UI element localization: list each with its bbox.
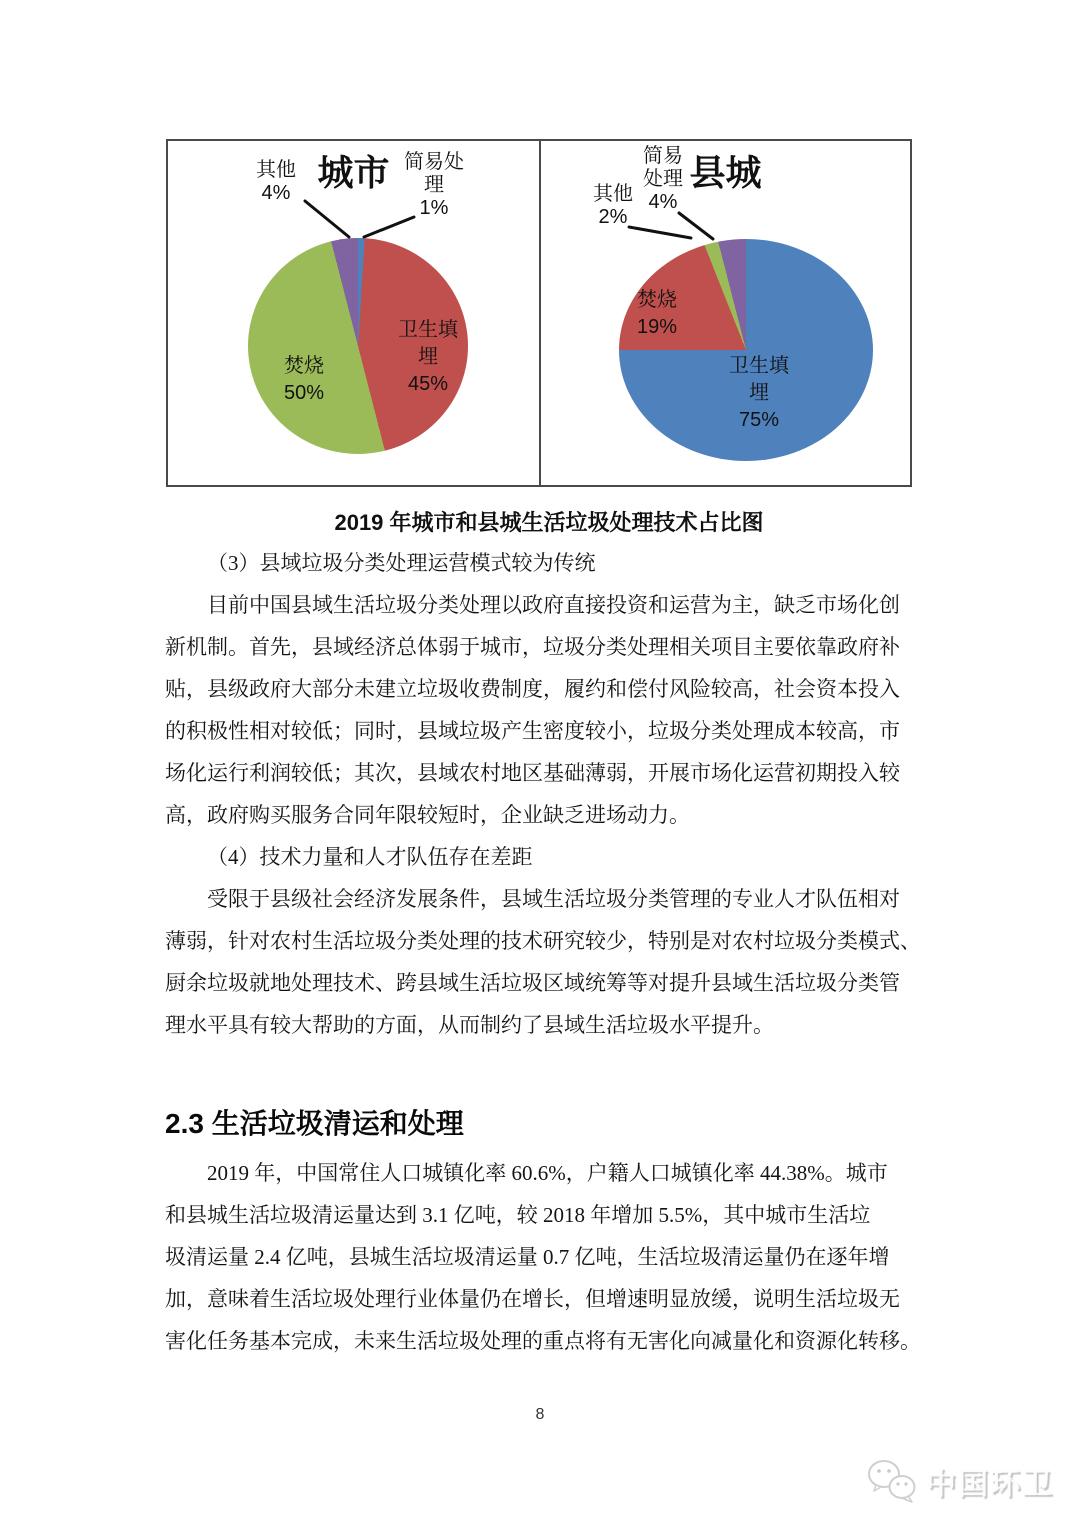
callout-line: 其他 <box>256 159 296 181</box>
callout-line: 简易 <box>643 145 683 167</box>
body-line: 2.3 生活垃圾清运和处理 <box>165 1108 464 1139</box>
watermark-label: 中国环卫 <box>926 1468 1054 1501</box>
body-line: 贴，县级政府大部分未建立垃圾收费制度，履约和偿付风险较高，社会资本投入 <box>165 677 900 701</box>
callout-qita <box>244 159 308 205</box>
callout-line: 1% <box>419 197 449 219</box>
label-line: 埋 <box>418 346 438 368</box>
body-line: 的积极性相对较低；同时，县域垃圾产生密度较小，垃圾分类处理成本较高，市 <box>165 719 900 743</box>
body-line: 薄弱，针对农村生活垃圾分类处理的技术研究较少，特别是对农村垃圾分类模式、 <box>165 929 921 953</box>
body-line: 厨余垃圾就地处理技术、跨县域生活垃圾区域统筹等对提升县域生活垃圾分类管 <box>165 971 900 995</box>
callout-jianyi <box>392 151 476 220</box>
body-line: 2019 年，中国常住人口城镇化率 60.6%，户籍人口城镇化率 44.38%。城市 <box>207 1161 888 1185</box>
body-text <box>165 542 933 1362</box>
callout-line: 简易处 <box>404 151 464 173</box>
callout-line: 其他 <box>593 183 633 205</box>
label-weisheng-tianmai <box>714 353 804 434</box>
callout-line: 4% <box>261 182 291 204</box>
pie-title-county: 县城 <box>689 152 762 193</box>
figure-caption: 2019 年城市和县城生活垃圾处理技术占比图 <box>334 510 764 535</box>
callout-qita <box>583 183 643 229</box>
body-line: 受限于县级社会经济发展条件，县域生活垃圾分类管理的专业人才队伍相对 <box>207 887 900 911</box>
page-number: 8 <box>535 1406 545 1423</box>
callout-line: 处理 <box>643 168 683 190</box>
body-line: 加，意味着生活垃圾处理行业体量仍在增长，但增速明显放缓，说明生活垃圾无 <box>165 1287 900 1311</box>
pie-title-city: 城市 <box>317 152 390 193</box>
callout-line: 4% <box>648 191 678 213</box>
label-weisheng-tianmai <box>383 317 473 398</box>
callout-line: 理 <box>424 174 444 196</box>
leader-line-jianyi <box>364 217 414 237</box>
figure-pie-charts <box>166 139 912 487</box>
pie-panel-city <box>168 141 539 485</box>
body-line: （4）技术力量和人才队伍存在差距 <box>207 845 533 869</box>
label-line: 75% <box>738 409 780 431</box>
wechat-icon <box>866 1458 918 1504</box>
callout-line: 2% <box>598 206 628 228</box>
body-line: 目前中国县域生活垃圾分类处理以政府直接投资和运营为主，缺乏市场化创 <box>207 593 900 617</box>
label-line: 19% <box>636 316 678 338</box>
label-fenshao <box>617 287 697 341</box>
body-line: 场化运行利润较低；其次，县域农村地区基础薄弱，开展市场化运营初期投入较 <box>165 761 900 785</box>
pie-panel-county <box>539 141 910 485</box>
label-line: 卫生填 <box>729 355 789 377</box>
label-line: 焚烧 <box>637 289 677 311</box>
body-line: 圾清运量 2.4 亿吨，县城生活垃圾清运量 0.7 亿吨，生活垃圾清运量仍在逐年增 <box>165 1245 890 1269</box>
body-line: 理水平具有较大帮助的方面，从而制约了县域生活垃圾水平提升。 <box>165 1013 774 1037</box>
body-line: 和县城生活垃圾清运量达到 3.1 亿吨，较 2018 年增加 5.5%，其中城市生活垃 <box>165 1203 871 1227</box>
label-line: 焚烧 <box>284 355 324 377</box>
body-line: 高，政府购买服务合同年限较短时，企业缺乏进场动力。 <box>165 803 690 827</box>
body-line: （3）县域垃圾分类处理运营模式较为传统 <box>207 551 596 575</box>
label-line: 埋 <box>749 382 769 404</box>
watermark <box>866 1458 1054 1504</box>
leader-line-qita <box>305 201 349 237</box>
label-fenshao <box>264 353 344 407</box>
body-line: 害化任务基本完成，未来生活垃圾处理的重点将有无害化向减量化和资源化转移。 <box>165 1329 921 1353</box>
label-line: 45% <box>407 373 449 395</box>
label-line: 50% <box>283 382 325 404</box>
leader-line-jianyi <box>679 213 713 239</box>
body-line: 新机制。首先，县域经济总体弱于城市，垃圾分类处理相关项目主要依靠政府补 <box>165 635 900 659</box>
label-line: 卫生填 <box>398 319 458 341</box>
